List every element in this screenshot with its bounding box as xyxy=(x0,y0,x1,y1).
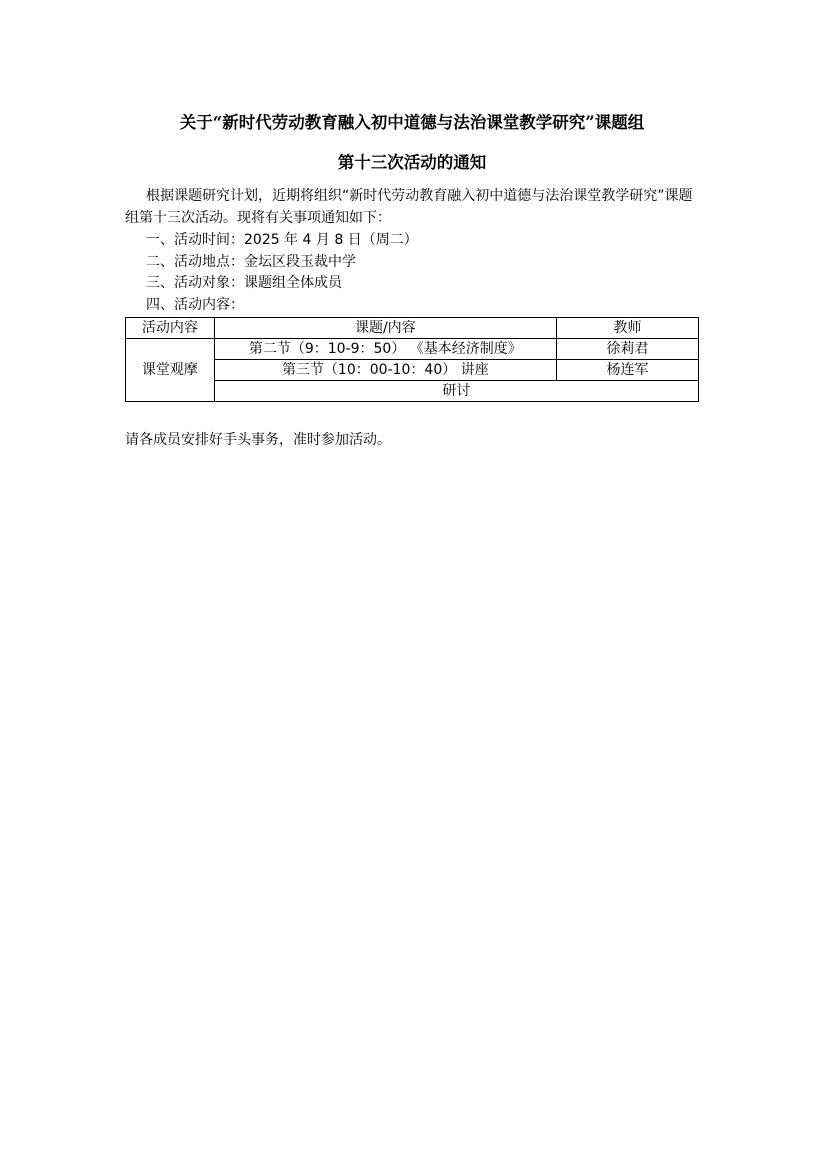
item-activity-time: 一、活动时间：2025 年 4 月 8 日（周二） xyxy=(146,232,418,248)
activity-schedule-table xyxy=(125,317,699,402)
table-header-row xyxy=(126,318,699,339)
table-header-cell: 教师 xyxy=(556,318,698,339)
notice-title-line1: 关于“新时代劳动教育融入初中道德与法治课堂教学研究”课题组 xyxy=(179,113,645,132)
table-group-label: 课堂观摩 xyxy=(126,339,215,402)
table-header-cell: 活动内容 xyxy=(126,318,215,339)
table-cell-teacher: 徐莉君 xyxy=(556,339,698,360)
table-cell-topic: 第二节（9：10-9：50） 《基本经济制度》 xyxy=(214,339,556,360)
item-activity-content: 四、活动内容： xyxy=(146,297,244,313)
notice-title-line2: 第十三次活动的通知 xyxy=(337,153,487,172)
item-activity-place: 二、活动地点：金坛区段玉裁中学 xyxy=(146,254,356,270)
closing-paragraph: 请各成员安排好手头事务，准时参加活动。 xyxy=(125,432,391,448)
table-header-cell: 课题/内容 xyxy=(214,318,556,339)
intro-paragraph: 根据课题研究计划，近期将组织“新时代劳动教育融入初中道德与法治课堂教学研究”课题组第十三次活动。现将有关事项通知如下： xyxy=(125,188,693,226)
item-activity-target: 三、活动对象：课题组全体成员 xyxy=(146,275,342,291)
table-cell-topic: 第三节（10：00-10：40） 讲座 xyxy=(214,360,556,381)
table-cell-discussion: 研讨 xyxy=(214,381,698,402)
table-row xyxy=(126,339,699,360)
table-cell-teacher: 杨连军 xyxy=(556,360,698,381)
